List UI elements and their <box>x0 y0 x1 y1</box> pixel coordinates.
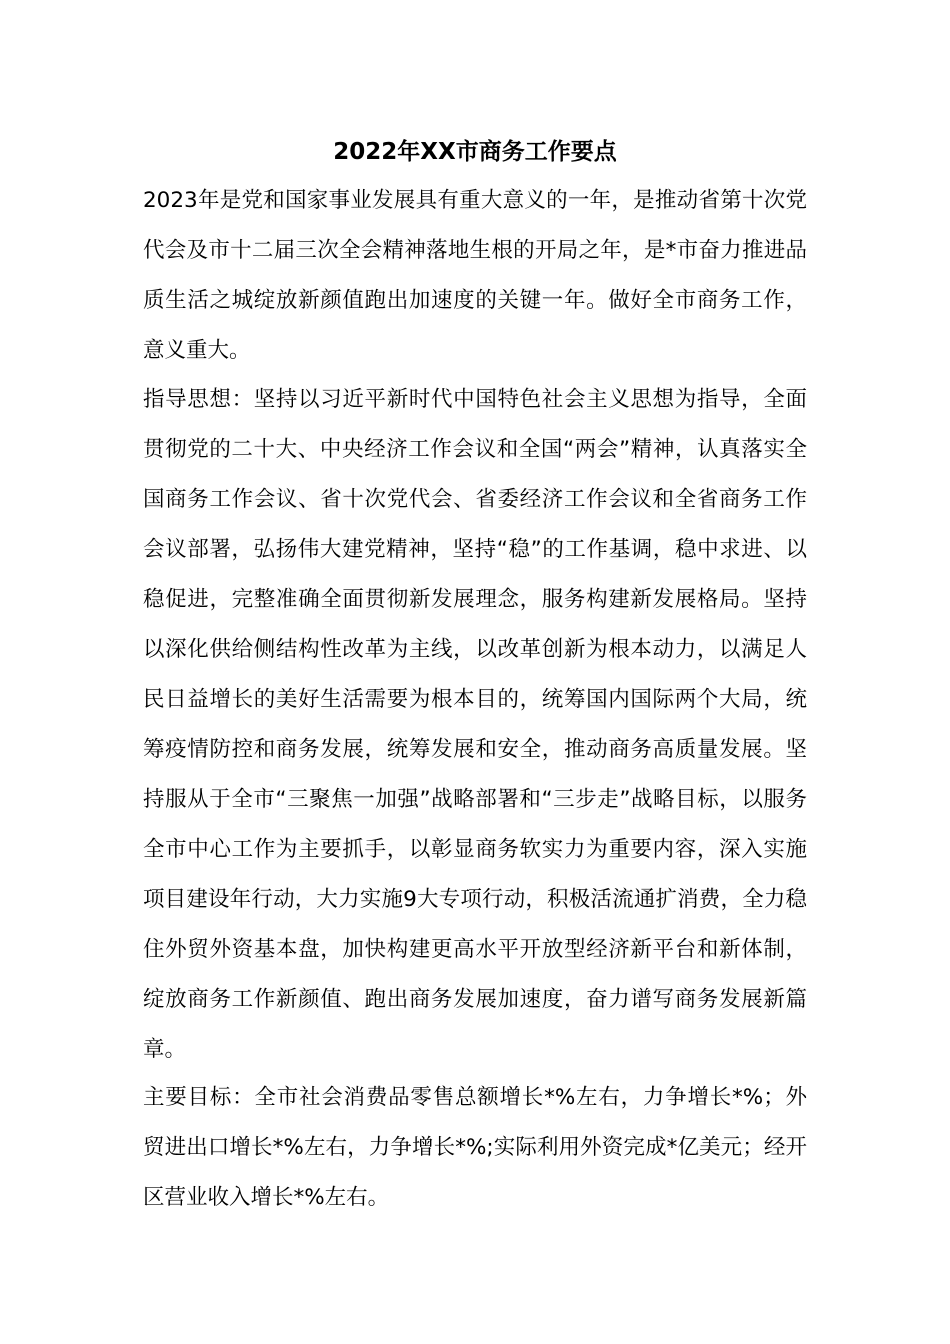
paragraph-intro: 2023年是党和国家事业发展具有重大意义的一年，是推动省第十次党代会及市十二届三次全会精神落地生根的开局之年，是*市奋力推进品质生活之城绽放新颜值跑出加速度的关键一年。做好全市商务工作，意义重大。 <box>143 188 807 363</box>
paragraph-main-targets: 主要目标：全市社会消费品零售总额增长*%左右，力争增长*%；外贸进出口增长*%左右，力争增长*%;实际利用外资完成*亿美元；经开区营业收入增长*%左右。 <box>143 1085 807 1210</box>
paragraph-guiding-ideology: 指导思想：坚持以习近平新时代中国特色社会主义思想为指导，全面贯彻党的二十大、中央经济工作会议和全国“两会”精神，认真落实全国商务工作会议、省十次党代会、省委经济工作会议和全省商务工作会议部署，弘扬伟大建党精神，坚持“稳”的工作基调，稳中求进、以稳促进，完整准确全面贯彻新发展理念，服务构建新发展格局。坚持以深化供给侧结构性改革为主线，以改革创新为根本动力，以满足人民日益增长的美好生活需要为根本目的，统筹国内国际两个大局，统筹疫情防控和商务发展，统筹发展和安全，推动商务高质量发展。坚持服从于全市“三聚焦一加强”战略部署和“三步走”战略目标，以服务全市中心工作为主要抓手，以彰显商务软实力为重要内容，深入实施项目建设年行动，大力实施9大专项行动，积极活流通扩消费，全力稳住外贸外资基本盘，加快构建更高水平开放型经济新平台和新体制，绽放商务工作新颜值、跑出商务发展加速度，奋力谱写商务发展新篇章。 <box>143 387 807 1062</box>
document-title: 2022年XX市商务工作要点 <box>333 139 617 165</box>
